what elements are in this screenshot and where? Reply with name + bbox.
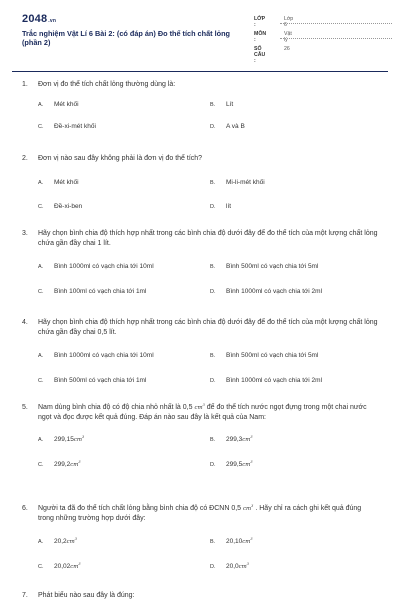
option-d[interactable]: D. A và B — [210, 122, 245, 130]
unit-cm3: $cm^3$ — [243, 504, 254, 512]
question-number: 3. — [22, 230, 28, 237]
option-c[interactable]: C. Đề-xi-mét khối — [38, 122, 96, 130]
unit-cm3: $cm^3$ — [70, 561, 81, 570]
option-c[interactable]: C. Bình 100ml có vạch chia tới 1ml — [38, 287, 147, 295]
option-c[interactable]: C. $299,2cm^3$ — [38, 459, 81, 468]
meta-count-value: 26 — [284, 46, 290, 52]
question-number: 7. — [22, 592, 28, 599]
option-c[interactable]: C. Bình 500ml có vạch chia tới 1ml — [38, 376, 147, 384]
question-number: 6. — [22, 505, 28, 512]
option-a[interactable]: A. Mét khối — [38, 100, 79, 108]
unit-cm3: $cm^3$ — [70, 459, 81, 468]
option-b[interactable]: B. Bình 500ml có vạch chia tới 5ml — [210, 351, 319, 359]
option-a[interactable]: A. Bình 1000ml có vạch chia tới 10ml — [38, 262, 154, 270]
header-divider — [12, 71, 388, 72]
option-a[interactable]: A. $20,2cm^3$ — [38, 536, 78, 545]
option-b[interactable]: B. Mi-li-mét khối — [210, 178, 265, 186]
unit-cm3: $cm^3$ — [242, 459, 253, 468]
question-3 — [22, 229, 378, 295]
worksheet-header — [0, 0, 400, 66]
unit-cm3: $cm^3$ — [242, 536, 253, 545]
question-text: 3. Hãy chọn bình chia độ thích hợp nhất trong các bình chia độ dưới đây để đo thể tích của một lượng chất lỏng chứa gần đầy chai 1 lít. — [22, 230, 378, 247]
unit-cm3: $cm^3$ — [238, 561, 250, 570]
question-number: 4. — [22, 319, 28, 326]
option-d[interactable]: D. lít — [210, 202, 232, 210]
question-1 — [22, 80, 378, 130]
question-number: 1. — [22, 81, 28, 88]
option-b[interactable]: B. $20,10cm^3$ — [210, 536, 253, 545]
unit-cm3: $cm^3$ — [73, 434, 85, 443]
option-b[interactable]: B. $299,3cm^3$ — [210, 434, 253, 443]
unit-cm3: $cm^3$ — [194, 403, 205, 411]
question-text: 7. Phát biểu nào sau đây là đúng: — [22, 592, 135, 599]
unit-cm3: $cm^3$ — [66, 536, 78, 545]
question-number: 2. — [22, 155, 28, 162]
question-text: 1. Đơn vị đo thể tích chất lỏng thường dùng là: — [22, 81, 176, 88]
question-text: 4. Hãy chọn bình chia độ thích hợp nhất trong các bình chia độ dưới đây để đo thể tích của một lượng chất lỏng chứa gần đầy chai 0,5 lít. — [22, 319, 378, 336]
option-c[interactable]: C. $20,02cm^3$ — [38, 561, 81, 570]
option-c[interactable]: C. Đề-xi-ben — [38, 202, 83, 210]
meta-class-value: Lớp 6 — [284, 16, 294, 28]
question-5 — [22, 403, 378, 468]
option-d[interactable]: D. $20,0cm^3$ — [210, 561, 250, 570]
meta-count-label: SỐ CÂU : — [254, 46, 266, 64]
question-text: 2. Đơn vị nào sau đây không phải là đơn vị đo thể tích? — [22, 155, 203, 162]
question-text: 5. Nam dùng bình chia độ có độ chia nhỏ nhất là 0,5 $cm^3$ để đo thể tích nước ngọt đựng trong một chai nước ngọt và đọc được kết quả đúng. Đáp án nào sau đây là kết quả của Nam: — [22, 403, 367, 421]
meta-class-label: LỚP : — [254, 16, 265, 28]
option-a[interactable]: A. Bình 1000ml có vạch chia tới 10ml — [38, 351, 154, 359]
question-4 — [22, 318, 378, 384]
option-b[interactable]: B. Lít — [210, 100, 234, 108]
meta-divider — [280, 38, 392, 39]
option-a[interactable]: A. $299,15cm^3$ — [38, 434, 85, 443]
unit-cm3: $cm^3$ — [242, 434, 253, 443]
meta-divider — [280, 23, 392, 24]
meta-subject-value: Vật lý — [284, 31, 292, 43]
option-d[interactable]: D. $299,5cm^3$ — [210, 459, 253, 468]
question-6 — [22, 504, 378, 570]
option-b[interactable]: B. Bình 500ml có vạch chia tới 5ml — [210, 262, 319, 270]
document-title: Trắc nghiệm Vật Lí 6 Bài 2: (có đáp án) Đo thể tích chất lỏng (phần 2) — [22, 29, 230, 48]
question-2 — [22, 154, 378, 210]
question-number: 5. — [22, 404, 28, 411]
question-text: 6. Người ta đã đo thể tích chất lỏng bằng bình chia độ có ĐCNN 0,5 $cm^3$ . Hãy chỉ ra cách ghi kết quả đúng trong những trường hợp dưới đây: — [22, 504, 362, 522]
option-d[interactable]: D. Bình 1000ml có vạch chia tới 2ml — [210, 376, 323, 384]
option-a[interactable]: A. Mét khối — [38, 178, 79, 186]
meta-subject-label: MÔN : — [254, 31, 267, 43]
site-logo[interactable]: 2048.vn — [22, 13, 57, 25]
option-d[interactable]: D. Bình 1000ml có vạch chia tới 2ml — [210, 287, 323, 295]
question-7 — [22, 591, 378, 601]
